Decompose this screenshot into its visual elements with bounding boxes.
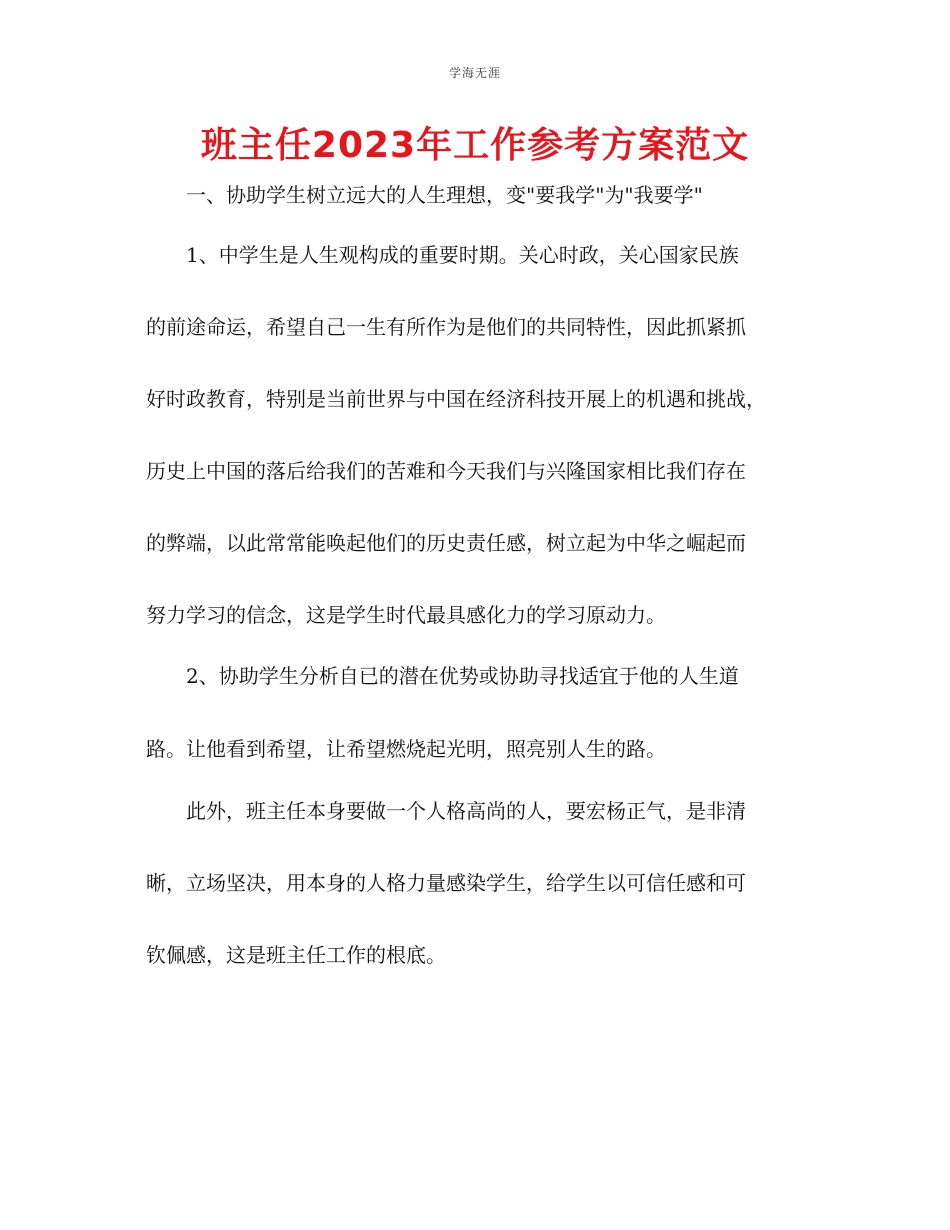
paragraph-line: 晰，立场坚决，用本身的人格力量感染学生，给学生以可信任感和可 <box>146 871 746 895</box>
paragraph-line: 此外，班主任本身要做一个人格高尚的人，要宏杨正气，是非清 <box>186 799 746 823</box>
paragraph-line: 好时政教育，特别是当前世界与中国在经济科技开展上的机遇和挑战， <box>146 387 766 411</box>
paragraph-line: 的弊端，以此常常能唤起他们的历史责任感，树立起为中华之崛起而 <box>146 531 746 555</box>
document-title: 班主任2023年工作参考方案范文 <box>200 125 750 166</box>
page-header: 学海无涯 <box>448 66 501 80</box>
paragraph-line: 1、中学生是人生观构成的重要时期。关心时政，关心国家民族 <box>186 243 739 267</box>
paragraph-line: 路。让他看到希望，让希望燃烧起光明，照亮别人生的路。 <box>146 737 666 761</box>
paragraph-line: 2、协助学生分析自已的潜在优势或协助寻找适宜于他的人生道 <box>186 664 739 688</box>
paragraph-line: 努力学习的信念，这是学生时代最具感化力的学习原动力。 <box>146 603 666 627</box>
paragraph-line: 钦佩感，这是班主任工作的根底。 <box>146 943 446 967</box>
paragraph-line: 历史上中国的落后给我们的苦难和今天我们与兴隆国家相比我们存在 <box>146 459 746 483</box>
section-heading: 一、协助学生树立远大的人生理想，变"要我学"为"我要学" <box>186 183 703 207</box>
paragraph-line: 的前途命运，希望自己一生有所作为是他们的共同特性，因此抓紧抓 <box>146 315 746 339</box>
